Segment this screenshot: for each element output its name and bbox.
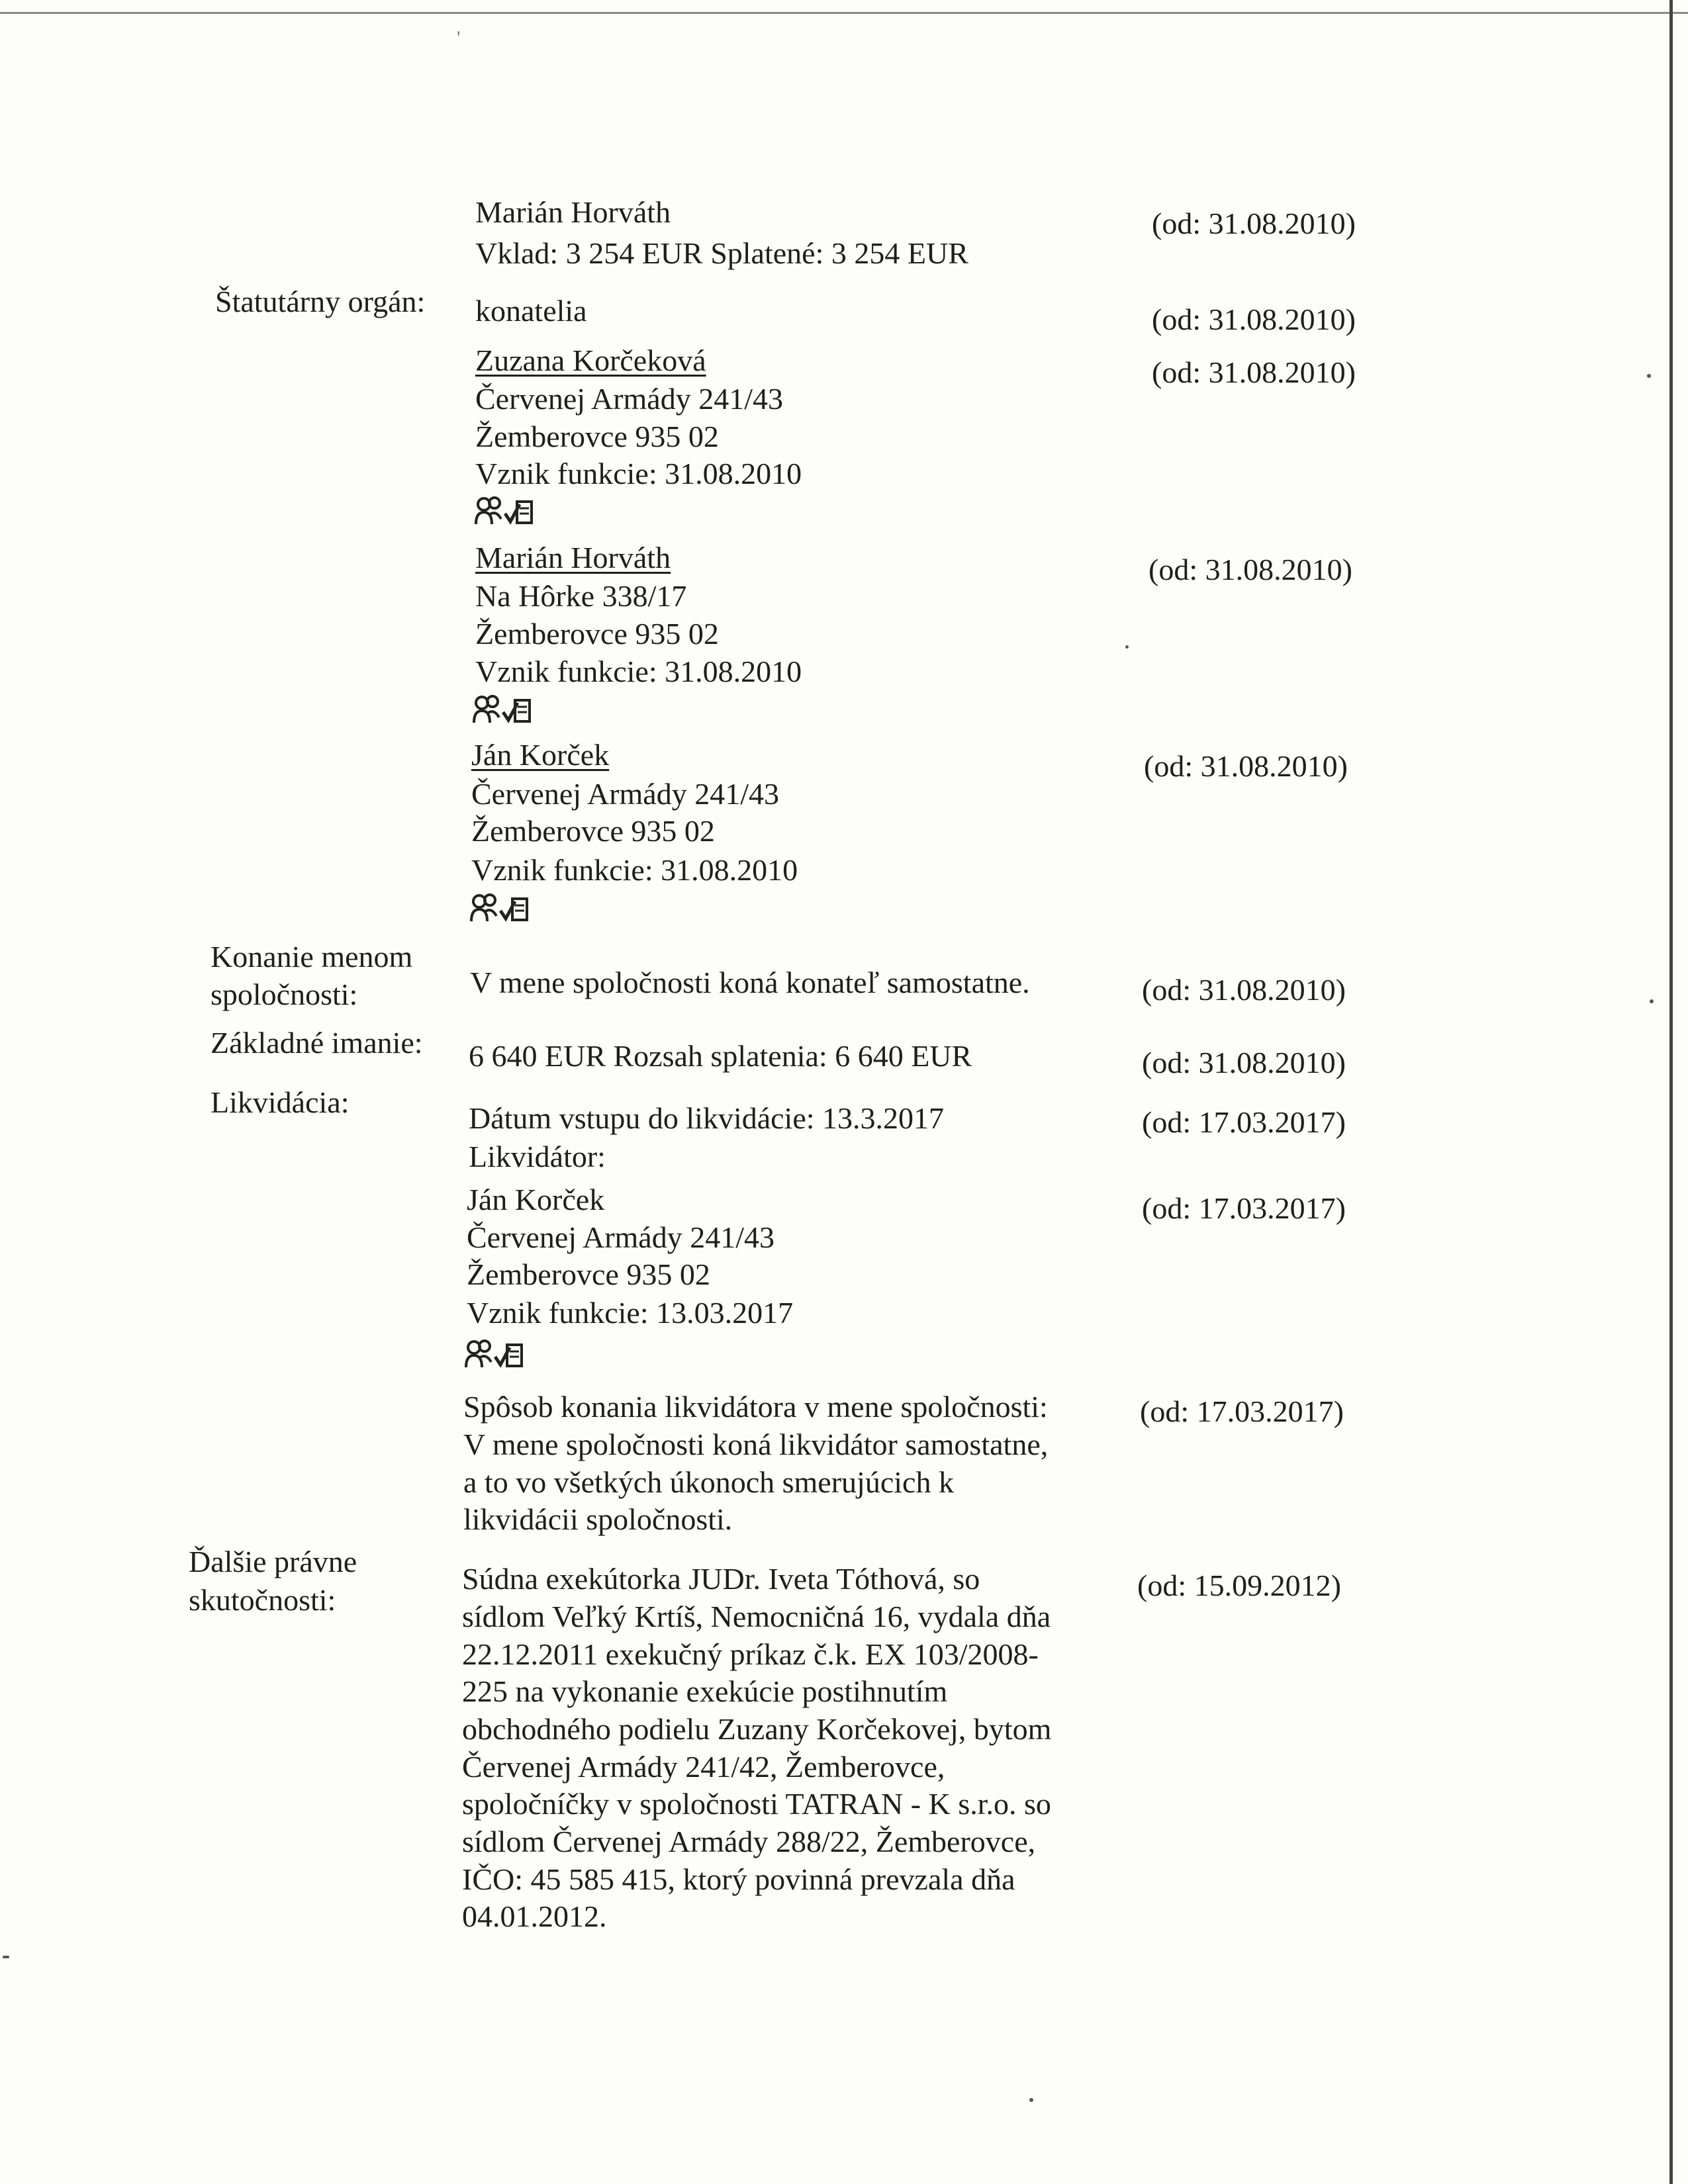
statutory-person-date: (od: 31.08.2010) <box>1152 355 1356 389</box>
partner-vklad: Vklad: 3 254 EUR Splatené: 3 254 EUR <box>475 236 968 270</box>
statutory-role: konatelia <box>475 294 587 328</box>
scan-speck <box>1647 374 1651 378</box>
likvidacia-label: Likvidácia: <box>211 1085 350 1119</box>
konanie-label-line2: spoločnosti: <box>211 978 358 1011</box>
dalsie-line: 04.01.2012. <box>462 1899 607 1933</box>
likvidacia-sposob-line: Spôsob konania likvidátora v mene spoločnosti: <box>463 1390 1048 1424</box>
partner-name: Marián Horváth <box>475 195 671 229</box>
statutory-person-date: (od: 31.08.2010) <box>1149 553 1352 586</box>
scan-speck <box>1125 645 1129 649</box>
dalsie-label-line2: skutočnosti: <box>189 1583 336 1617</box>
likvidacia-sposob-line: a to vo všetkých úkonoch smerujúcich k <box>463 1465 954 1499</box>
imanie-label: Základné imanie: <box>211 1026 423 1060</box>
dalsie-line: spoločníčky v spoločnosti TATRAN - K s.r.o. so <box>462 1787 1051 1821</box>
likvidator-vznik: Vznik funkcie: 13.03.2017 <box>467 1296 794 1330</box>
statutory-role-date: (od: 31.08.2010) <box>1152 302 1356 336</box>
person-check-icon <box>473 495 537 525</box>
scan-speck <box>1029 2098 1033 2102</box>
statutory-person-vznik: Vznik funkcie: 31.08.2010 <box>471 853 798 887</box>
dalsie-date: (od: 15.09.2012) <box>1137 1569 1341 1602</box>
likvidacia-sposob-line: V mene spoločnosti koná likvidátor samostatne, <box>463 1428 1049 1461</box>
statutory-person-street: Červenej Armády 241/43 <box>475 382 784 416</box>
scan-top-mark: ' <box>457 27 461 49</box>
konanie-text: V mene spoločnosti koná konateľ samostatne. <box>470 966 1030 999</box>
dalsie-line: Súdna exekútorka JUDr. Iveta Tóthová, so <box>462 1562 980 1596</box>
dalsie-line: IČO: 45 585 415, ktorý povinná prevzala dňa <box>462 1862 1015 1896</box>
dalsie-line: 225 na vykonanie exekúcie postihnutím <box>462 1674 948 1708</box>
statutory-person-city: Žemberovce 935 02 <box>475 617 719 651</box>
statutory-person-street: Červenej Armády 241/43 <box>471 777 780 811</box>
statutory-person-name: Marián Horváth <box>475 541 671 574</box>
likvidacia-vstup-date: (od: 17.03.2017) <box>1142 1105 1346 1139</box>
statutory-person-street: Na Hôrke 338/17 <box>475 579 687 613</box>
person-check-icon <box>469 892 532 923</box>
dalsie-line: sídlom Veľký Krtíš, Nemocničná 16, vydala dňa <box>462 1600 1051 1633</box>
statutory-person-name: Ján Korček <box>471 738 610 772</box>
likvidacia-sposob-line: likvidácii spoločnosti. <box>463 1502 733 1536</box>
likvidacia-sposob-date: (od: 17.03.2017) <box>1140 1394 1344 1428</box>
statutory-person-city: Žemberovce 935 02 <box>475 420 719 453</box>
statutory-label: Štatutárny orgán: <box>215 285 426 318</box>
dalsie-label-line1: Ďalšie právne <box>189 1545 357 1578</box>
scan-right-edge-line <box>1669 0 1673 2184</box>
person-check-icon <box>463 1338 527 1369</box>
likvidacia-vstup: Dátum vstupu do likvidácie: 13.3.2017 <box>469 1101 945 1135</box>
scan-top-edge-line <box>0 12 1688 14</box>
scan-speck <box>1650 999 1654 1003</box>
dalsie-line: obchodného podielu Zuzany Korčekovej, bytom <box>462 1712 1052 1746</box>
likvidator-name: Ján Korček <box>467 1183 605 1216</box>
dalsie-line: 22.12.2011 exekučný príkaz č.k. EX 103/2008- <box>462 1637 1039 1671</box>
dalsie-line: Červenej Armády 241/42, Žemberovce, <box>462 1750 945 1784</box>
statutory-person-vznik: Vznik funkcie: 31.08.2010 <box>475 655 802 688</box>
imanie-text: 6 640 EUR Rozsah splatenia: 6 640 EUR <box>469 1039 972 1073</box>
person-check-icon <box>471 694 535 724</box>
statutory-person-vznik: Vznik funkcie: 31.08.2010 <box>475 457 802 490</box>
konanie-date: (od: 31.08.2010) <box>1142 973 1346 1007</box>
scan-speck <box>3 1956 9 1958</box>
konanie-label-line1: Konanie menom <box>211 940 413 974</box>
statutory-person-date: (od: 31.08.2010) <box>1144 749 1348 783</box>
imanie-date: (od: 31.08.2010) <box>1142 1046 1346 1079</box>
likvidator-street: Červenej Armády 241/43 <box>467 1220 775 1254</box>
likvidator-date: (od: 17.03.2017) <box>1142 1191 1346 1225</box>
likvidator-city: Žemberovce 935 02 <box>467 1257 710 1291</box>
statutory-person-name: Zuzana Korčeková <box>475 343 706 377</box>
likvidator-label: Likvidátor: <box>469 1140 606 1173</box>
partner-date: (od: 31.08.2010) <box>1152 206 1356 240</box>
statutory-person-city: Žemberovce 935 02 <box>471 814 715 848</box>
dalsie-line: sídlom Červenej Armády 288/22, Žemberovce, <box>462 1825 1036 1858</box>
